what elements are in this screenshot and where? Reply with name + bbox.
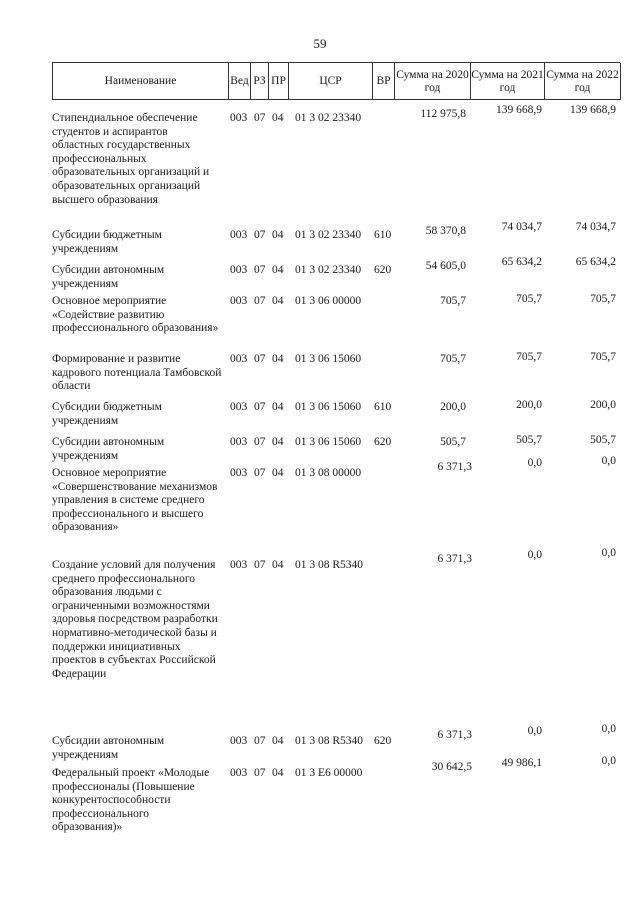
table-header bbox=[52, 62, 620, 100]
cell-pr: 04 bbox=[272, 767, 284, 779]
cell-sum-2021: 705,7 bbox=[516, 293, 542, 305]
cell-sum-2022: 505,7 bbox=[590, 434, 616, 446]
cell-ved: 003 bbox=[230, 735, 248, 747]
cell-sum-2021: 0,0 bbox=[527, 725, 542, 737]
cell-ved: 003 bbox=[230, 767, 248, 779]
cell-name: Субсидии автономным учреждениям bbox=[52, 735, 165, 761]
cell-vr: 620 bbox=[374, 264, 392, 276]
cell-ved: 003 bbox=[230, 353, 248, 365]
cell-csr: 01 3 02 23340 bbox=[295, 112, 362, 124]
cell-sum-2021: 200,0 bbox=[516, 399, 542, 411]
cell-ved: 003 bbox=[230, 264, 248, 276]
cell-pr: 04 bbox=[272, 353, 284, 365]
cell-pr: 04 bbox=[272, 559, 284, 571]
header-ved: Вед bbox=[229, 63, 251, 100]
cell-sum-2022: 139 668,9 bbox=[570, 104, 616, 116]
cell-sum-2020: 6 371,3 bbox=[437, 461, 472, 473]
cell-sum-2021: 139 668,9 bbox=[496, 104, 542, 116]
cell-pr: 04 bbox=[272, 295, 284, 307]
cell-rz: 07 bbox=[254, 295, 266, 307]
cell-name: Стипендиальное обеспечение студентов и аспирантов областных государственных профессиональных образовательных организаций и образовательных организаций высшего образования bbox=[52, 112, 210, 206]
cell-sum-2021: 0,0 bbox=[527, 457, 542, 469]
cell-sum-2021: 49 986,1 bbox=[501, 757, 542, 769]
cell-sum-2022: 0,0 bbox=[601, 755, 616, 767]
cell-sum-2022: 705,7 bbox=[590, 351, 616, 363]
budget-table bbox=[52, 62, 620, 834]
cell-ved: 003 bbox=[230, 112, 248, 124]
cell-sum-2022: 65 634,2 bbox=[575, 256, 616, 268]
cell-sum-2022: 0,0 bbox=[601, 723, 616, 735]
cell-sum-2022: 200,0 bbox=[590, 399, 616, 411]
cell-csr: 01 3 08 R5340 bbox=[295, 735, 364, 747]
cell-sum-2020: 6 371,3 bbox=[437, 729, 472, 741]
cell-csr: 01 3 08 R5340 bbox=[295, 559, 364, 571]
cell-sum-2022: 0,0 bbox=[601, 547, 616, 559]
cell-ved: 003 bbox=[230, 401, 248, 413]
cell-sum-2021: 74 034,7 bbox=[501, 221, 542, 233]
cell-name: Субсидии бюджетным учреждениям bbox=[52, 229, 162, 255]
cell-sum-2020: 705,7 bbox=[440, 353, 466, 365]
cell-sum-2021: 0,0 bbox=[527, 549, 542, 561]
cell-sum-2020: 200,0 bbox=[440, 401, 466, 413]
cell-csr: 01 3 06 15060 bbox=[295, 353, 362, 365]
cell-csr: 01 3 06 15060 bbox=[295, 436, 362, 448]
cell-name: Субсидии бюджетным учреждениям bbox=[52, 401, 162, 427]
cell-ved: 003 bbox=[230, 229, 248, 241]
cell-rz: 07 bbox=[254, 353, 266, 365]
cell-csr: 01 3 E6 00000 bbox=[295, 767, 363, 779]
cell-sum-2022: 0,0 bbox=[601, 455, 616, 467]
cell-vr: 610 bbox=[374, 229, 392, 241]
cell-rz: 07 bbox=[254, 767, 266, 779]
cell-name: Основное мероприятие «Содействие развитию профессионального образования» bbox=[52, 295, 219, 335]
header-csr: ЦСР bbox=[289, 63, 373, 100]
cell-rz: 07 bbox=[254, 735, 266, 747]
cell-name: Федеральный проект «Молодые профессионалы (Повышение конкурентоспособности профессионального образования)» bbox=[52, 767, 210, 834]
header-pr: ПР bbox=[269, 63, 289, 100]
cell-sum-2021: 505,7 bbox=[516, 434, 542, 446]
cell-pr: 04 bbox=[272, 735, 284, 747]
table-row bbox=[52, 295, 620, 351]
cell-sum-2021: 705,7 bbox=[516, 351, 542, 363]
header-sum-2021: Сумма на 2021 год bbox=[471, 63, 545, 100]
cell-vr: 620 bbox=[374, 735, 392, 747]
header-sum-2020: Сумма на 2020 год bbox=[395, 63, 471, 100]
cell-rz: 07 bbox=[254, 559, 266, 571]
cell-ved: 003 bbox=[230, 467, 248, 479]
table-row bbox=[52, 401, 620, 433]
cell-ved: 003 bbox=[230, 436, 248, 448]
cell-ved: 003 bbox=[230, 295, 248, 307]
cell-rz: 07 bbox=[254, 264, 266, 276]
header-sum-2022: Сумма на 2022 год bbox=[545, 63, 621, 100]
cell-sum-2020: 705,7 bbox=[440, 295, 466, 307]
cell-name: Субсидии автономным учреждениям bbox=[52, 436, 165, 462]
table-row bbox=[52, 547, 620, 733]
table-row bbox=[52, 256, 620, 292]
cell-pr: 04 bbox=[272, 436, 284, 448]
cell-ved: 003 bbox=[230, 559, 248, 571]
cell-sum-2021: 65 634,2 bbox=[501, 256, 542, 268]
cell-pr: 04 bbox=[272, 112, 284, 124]
cell-name: Создание условий для получения среднего профессионального образования людьми с ограниченными возможностями здоровья посредством разработки нормативно-методической базы и поддержки инициативных проектов в субъектах Российской Федерации bbox=[52, 559, 218, 680]
cell-rz: 07 bbox=[254, 467, 266, 479]
cell-pr: 04 bbox=[272, 467, 284, 479]
table-row bbox=[52, 104, 620, 227]
cell-name: Формирование и развитие кадрового потенциала Тамбовской области bbox=[52, 353, 222, 393]
cell-name: Субсидии автономным учреждениям bbox=[52, 264, 165, 290]
cell-rz: 07 bbox=[254, 436, 266, 448]
cell-sum-2020: 505,7 bbox=[440, 436, 466, 448]
cell-rz: 07 bbox=[254, 112, 266, 124]
cell-sum-2020: 112 975,8 bbox=[420, 108, 466, 120]
cell-csr: 01 3 02 23340 bbox=[295, 264, 362, 276]
header-name: Наименование bbox=[53, 63, 229, 100]
table-row bbox=[52, 353, 620, 399]
cell-csr: 01 3 06 00000 bbox=[295, 295, 362, 307]
cell-sum-2022: 74 034,7 bbox=[575, 221, 616, 233]
cell-sum-2020: 54 605,0 bbox=[425, 260, 466, 272]
cell-sum-2020: 58 370,8 bbox=[425, 225, 466, 237]
cell-sum-2020: 6 371,3 bbox=[437, 553, 472, 565]
cell-sum-2020: 30 642,5 bbox=[431, 761, 472, 773]
header-rz: РЗ bbox=[251, 63, 269, 100]
cell-rz: 07 bbox=[254, 229, 266, 241]
cell-csr: 01 3 02 23340 bbox=[295, 229, 362, 241]
cell-csr: 01 3 08 00000 bbox=[295, 467, 362, 479]
header-vr: ВР bbox=[373, 63, 395, 100]
cell-csr: 01 3 06 15060 bbox=[295, 401, 362, 413]
cell-pr: 04 bbox=[272, 229, 284, 241]
cell-pr: 04 bbox=[272, 401, 284, 413]
cell-vr: 610 bbox=[374, 401, 392, 413]
cell-pr: 04 bbox=[272, 264, 284, 276]
cell-sum-2022: 705,7 bbox=[590, 293, 616, 305]
cell-vr: 620 bbox=[374, 436, 392, 448]
cell-name: Основное мероприятие «Совершенствование механизмов управления в системе среднего профессионального и высшего образования» bbox=[52, 467, 218, 534]
cell-rz: 07 bbox=[254, 401, 266, 413]
page-number: 59 bbox=[313, 36, 327, 51]
table-row bbox=[52, 755, 620, 861]
table-row bbox=[52, 455, 620, 557]
